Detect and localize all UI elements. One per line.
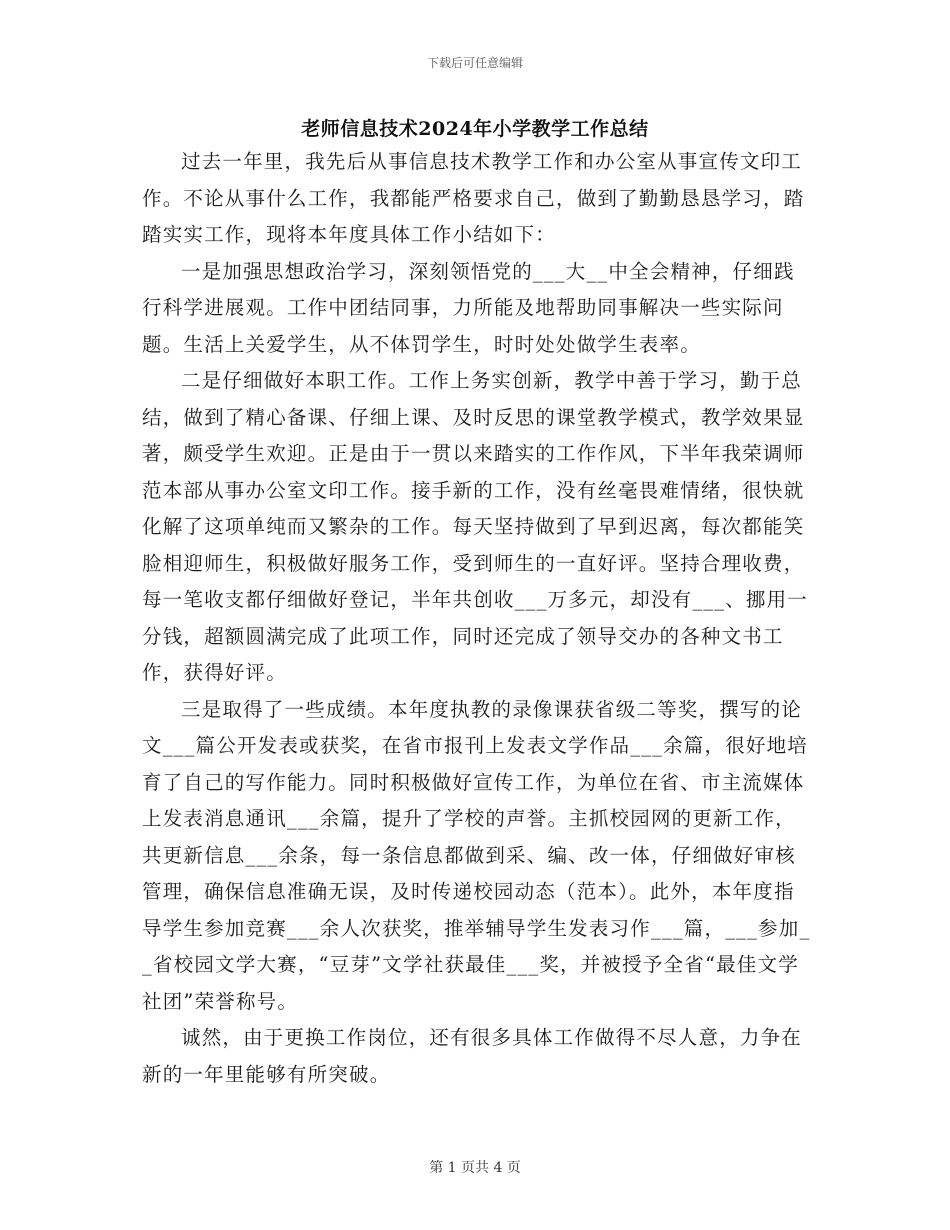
paragraph-job-duties: 二是仔细做好本职工作。工作上务实创新，教学中善于学习，勤于总结，做到了精心备课、仔细上课、及时反思的课堂教学模式，教学效果显著，颇受学生欢迎。正是由于一贯以来踏实的工作作风，下半年我荣调师范本部从事办公室文印工作。接手新的工作，没有丝毫畏难情绪，很快就化解了这项单纯而又繁杂的工作。每天坚持做到了早到迟离，每次都能笑脸相迎师生，积极做好服务工作，受到师生的一直好评。坚持合理收费，每一笔收支都仔细做好登记，半年共创收___万多元，却没有___、挪用一分钱，超额圆满完成了此项工作，同时还完成了领导交办的各种文书工作，获得好评。 [142, 369, 809, 684]
paragraph-intro: 过去一年里，我先后从事信息技术教学工作和办公室从事宣传文印工作。不论从事什么工作，我都能严格要求自己，做到了勤勤恳恳学习，踏踏实实工作，现将本年度具体工作小结如下： [142, 150, 805, 246]
paragraph-achievements: 三是取得了一些成绩。本年度执教的录像课获省级二等奖，撰写的论文___篇公开发表或获奖，在省市报刊上发表文学作品___余篇，很好地培育了自己的写作能力。同时积极做好宣传工作，为单位在省、市主流媒体上发表消息通讯___余篇，提升了学校的声誉。主抓校园网的更新工作，共更新信息___余条，每一条信息都做到采、编、改一体，仔细做好审核管理，确保信息准确无误，及时传递校园动态（范本）。此外，本年度指导学生参加竞赛___余人次获奖，推举辅导学生发表习作___篇，___参加__省校园文学大赛，“豆芽”文学社获最佳___奖，并被授予全省“最佳文学社团”荣誉称号。 [142, 697, 811, 1013]
paragraph-political-study: 一是加强思想政治学习，深刻领悟党的___大__中全会精神，仔细践行科学进展观。工作中团结同事，力所能及地帮助同事解决一些实际问题。生活上关爱学生，从不体罚学生，时时处处做学生表率。 [142, 259, 795, 356]
page-number-footer: 第 1 页共 4 页 [429, 1160, 521, 1176]
paragraph-conclusion: 诚然，由于更换工作岗位，还有很多具体工作做得不尽人意，力争在新的一年里能够有所突破。 [142, 1026, 803, 1086]
document-body [142, 144, 814, 1093]
document-title: 老师信息技术2024年小学教学工作总结 [301, 118, 649, 140]
header-note: 下载后可任意编辑 [426, 56, 523, 70]
